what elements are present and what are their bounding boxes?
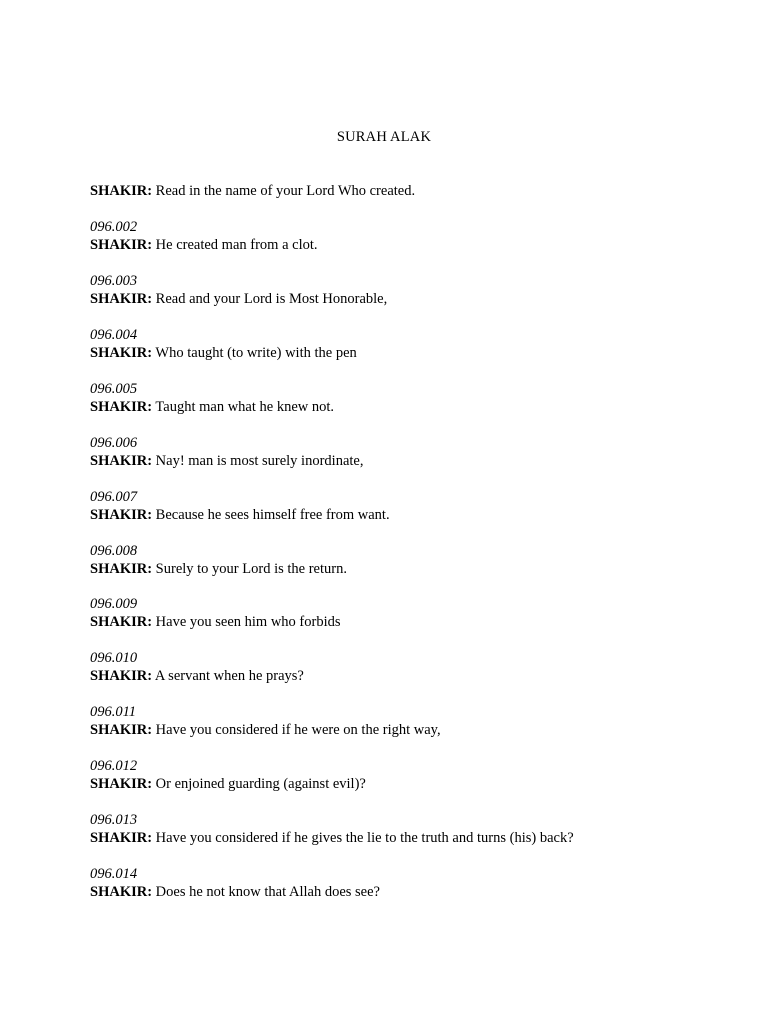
speaker-label: SHAKIR: (90, 614, 153, 630)
speaker-label: SHAKIR: (90, 507, 153, 523)
verse-number: 096.014 (90, 866, 138, 882)
verse-entry (90, 488, 730, 524)
speaker-label: SHAKIR: (90, 183, 153, 199)
verse-text: A servant when he prays? (154, 668, 304, 684)
speaker-label: SHAKIR: (90, 453, 153, 469)
speaker-label: SHAKIR: (90, 345, 153, 361)
verse-number: 096.005 (90, 381, 138, 397)
verse-text: Nay! man is most surely inordinate, (155, 453, 364, 469)
verse-line (90, 560, 730, 578)
verse-number: 096.008 (90, 543, 138, 559)
speaker-label: SHAKIR: (90, 668, 153, 684)
verse-line (90, 775, 730, 793)
verse-text: Because he sees himself free from want. (155, 507, 390, 523)
verse-entry (90, 865, 730, 901)
verse-text: Have you considered if he were on the right way, (155, 722, 441, 738)
verse-line (90, 613, 730, 631)
verse-number: 096.010 (90, 650, 138, 666)
verse-number: 096.004 (90, 327, 138, 343)
speaker-label: SHAKIR: (90, 776, 153, 792)
verse-number: 096.007 (90, 489, 138, 505)
verse-entry (90, 703, 730, 739)
verse-line (90, 506, 730, 524)
verse-number: 096.003 (90, 273, 138, 289)
verse-line (90, 290, 730, 308)
verse-entry (90, 182, 730, 200)
verse-line (90, 667, 730, 685)
verse-text: Or enjoined guarding (against evil)? (155, 776, 366, 792)
speaker-label: SHAKIR: (90, 291, 153, 307)
verse-text: Taught man what he knew not. (155, 399, 335, 415)
speaker-label: SHAKIR: (90, 722, 153, 738)
verse-text: Read and your Lord is Most Honorable, (155, 291, 388, 307)
verse-number: 096.009 (90, 596, 138, 612)
verse-text: Have you considered if he gives the lie to the truth and turns (his) back? (155, 830, 574, 846)
verse-text: Does he not know that Allah does see? (155, 884, 380, 900)
verse-line (90, 182, 730, 200)
verse-entry (90, 272, 730, 308)
verse-entry (90, 326, 730, 362)
verse-text: Who taught (to write) with the pen (155, 345, 357, 361)
verse-text: Surely to your Lord is the return. (155, 561, 347, 577)
verse-entry (90, 811, 730, 847)
verse-line (90, 452, 730, 470)
speaker-label: SHAKIR: (90, 237, 153, 253)
verse-line (90, 344, 730, 362)
verse-line (90, 721, 730, 739)
verse-number: 096.006 (90, 435, 138, 451)
verse-line (90, 398, 730, 416)
speaker-label: SHAKIR: (90, 884, 153, 900)
verse-entry (90, 757, 730, 793)
verse-entry (90, 649, 730, 685)
verse-number: 096.012 (90, 758, 138, 774)
verse-entry (90, 218, 730, 254)
verse-line (90, 829, 730, 847)
verse-number: 096.002 (90, 219, 138, 235)
speaker-label: SHAKIR: (90, 561, 153, 577)
verse-entry (90, 542, 730, 578)
verse-text: Have you seen him who forbids (155, 614, 341, 630)
speaker-label: SHAKIR: (90, 399, 153, 415)
speaker-label: SHAKIR: (90, 830, 153, 846)
verse-line (90, 236, 730, 254)
verse-text: He created man from a clot. (155, 237, 318, 253)
verse-number: 096.011 (90, 704, 137, 720)
verse-line (90, 883, 730, 901)
verse-entry (90, 380, 730, 416)
verse-text: Read in the name of your Lord Who created. (155, 183, 416, 199)
verse-number: 096.013 (90, 812, 138, 828)
verse-entry (90, 595, 730, 631)
verse-entry (90, 434, 730, 470)
document-title: SURAH ALAK (336, 129, 432, 145)
